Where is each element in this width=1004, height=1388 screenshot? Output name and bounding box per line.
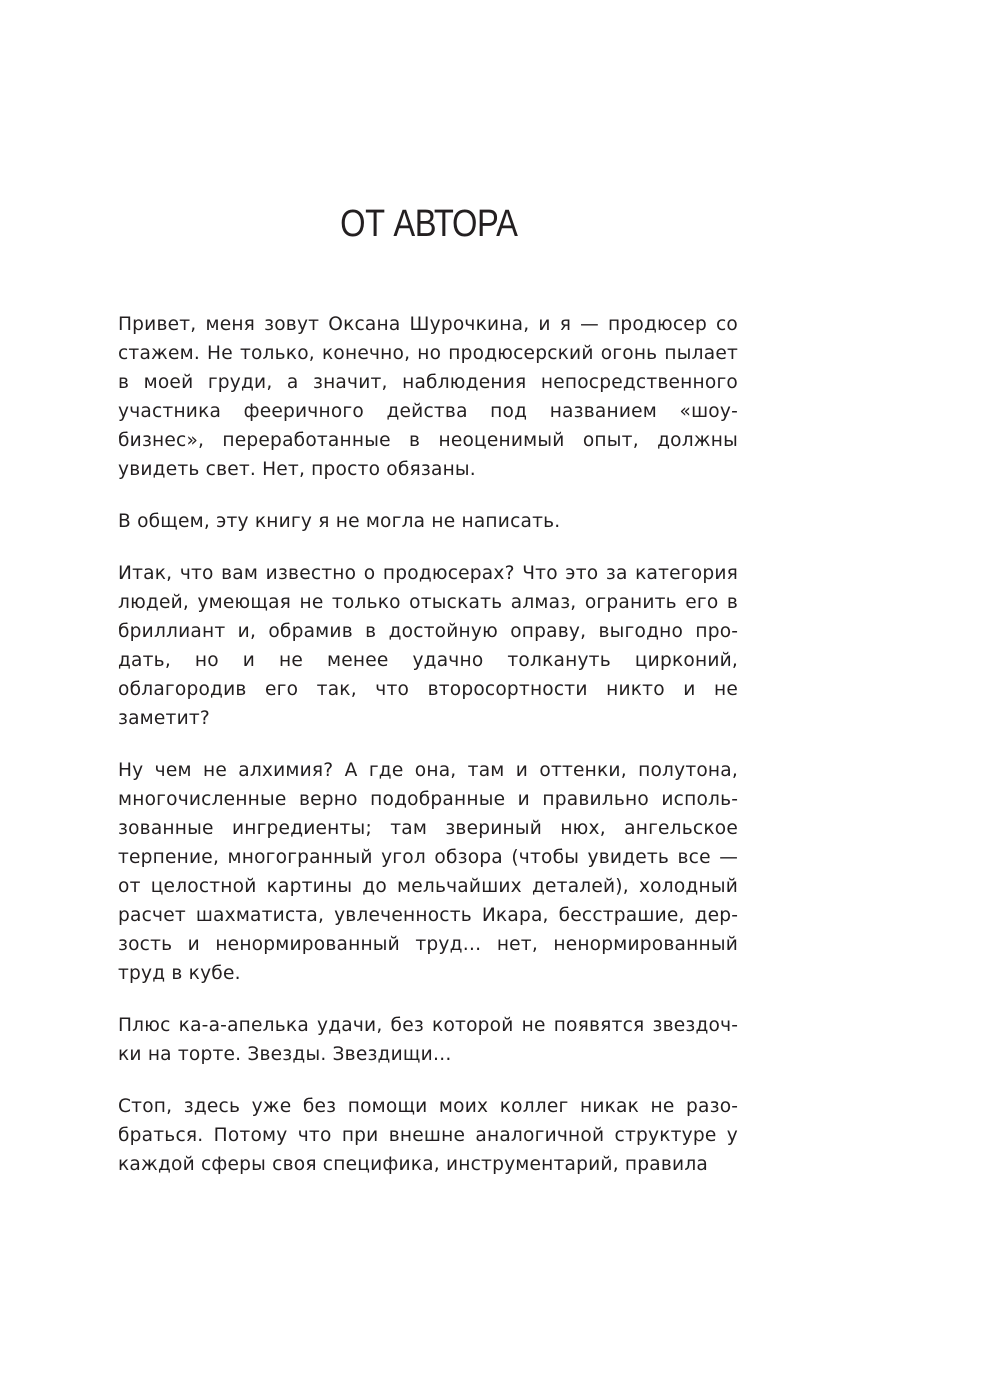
body-text: [118, 310, 738, 1202]
paragraph-intro: Привет, меня зовут Оксана Шурочкина, и я — продюсер со стажем. Не только, конечно, но продюсерский огонь пылает в моей груди, а значит, наблюдения непосредственного участника фееричного действа под названием «шоу-бизнес», переработанные в неоценимый опыт, должны увидеть свет. Нет, просто обязаны.: [118, 314, 738, 480]
paragraph-colleagues: Стоп, здесь уже без помощи моих коллег никак не разобраться. Потому что при внешне аналогичной структуре у каждой сферы своя специфика, инструментарий, правила: [118, 1096, 738, 1175]
paragraph-book-reason: В общем, эту книгу я не могла не написать.: [118, 511, 561, 532]
paragraph-luck: Плюс ка-а-апелька удачи, без которой не появятся звездочки на торте. Звезды. Звездищи…: [118, 1015, 738, 1065]
chapter-title: ОТ АВТОРА: [340, 203, 518, 245]
paragraph-alchemy: Ну чем не алхимия? А где она, там и оттенки, полутона, многочисленные верно подобранные и правильно использованные ингредиенты; там звериный нюх, ангельское терпение, многогранный угол обзора (чтобы увидеть все — от целостной картины до мельчайших деталей), холодный расчет шахматиста, увлеченность Икара, бесстрашие, дерзость и ненормированный труд… нет, ненормированный труд в кубе.: [118, 760, 738, 984]
paragraph-producers-question: Итак, что вам известно о продюсерах? Что это за категория людей, умеющая не только отыскать алмаз, огранить его в бриллиант и, обрамив в достойную оправу, выгодно продать, но и не менее удачно толкануть цирконий, облагородив его так, что второсортности никто и не заметит?: [118, 563, 738, 729]
